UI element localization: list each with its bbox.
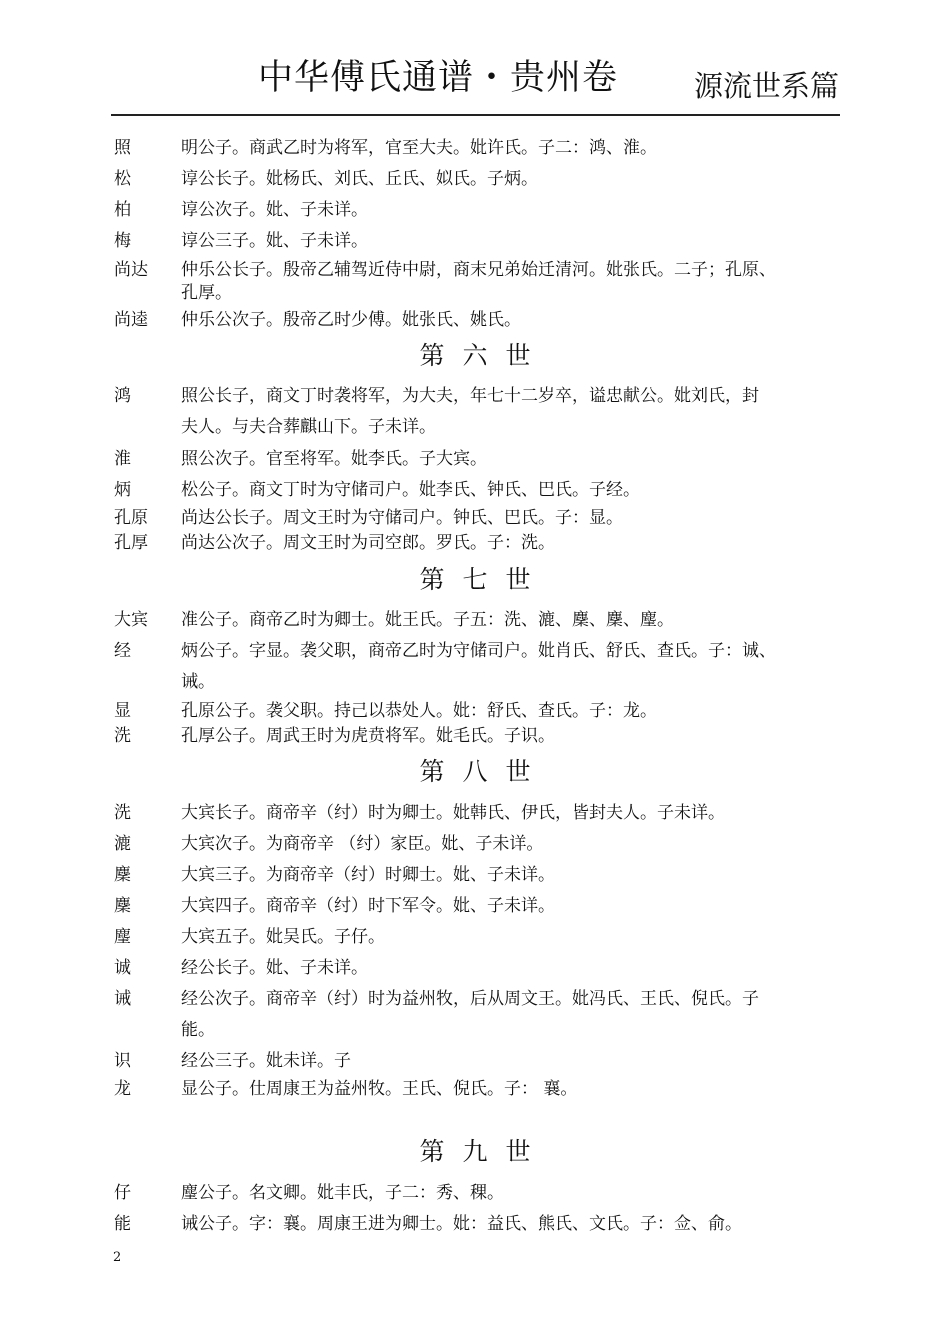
entry-text: 能。 [181, 1020, 215, 1040]
entry-text: 孔原公子。袭父职。持己以恭处人。妣：舒氏、查氏。子：龙。 [181, 701, 657, 721]
entry-text: 照公长子，商文丁时袭将军，为大夫，年七十二岁卒，谥忠献公。妣刘氏，封 [181, 386, 759, 406]
entry-name: 孔原 [114, 508, 148, 528]
entry-name: 炳 [114, 480, 131, 500]
entry-text: 谆公长子。妣杨氏、刘氏、丘氏、姒氏。子炳。 [181, 169, 538, 189]
entry-name: 照 [114, 138, 131, 158]
book-title: 中华傅氏通谱・贵州卷 [258, 58, 619, 98]
entry-name: 尚达 [114, 260, 148, 280]
entry-text: 谆公三子。妣、子未详。 [181, 231, 368, 251]
generation-heading: 第六世 [419, 341, 549, 370]
generation-heading: 第七世 [419, 565, 549, 594]
entry-text: 尚达公次子。周文王时为司空郎。罗氏。子：洗。 [181, 533, 555, 553]
entry-name: 洗 [114, 803, 131, 823]
entry-text: 诫。 [181, 672, 215, 692]
entry-text: 炳公子。字显。袭父职，商帝乙时为守储司户。妣肖氏、舒氏、查氏。子：诚、 [181, 641, 776, 661]
entry-name: 麈 [114, 927, 131, 947]
entry-text: 经公三子。妣未详。子 [181, 1051, 351, 1071]
entry-name: 洗 [114, 726, 131, 746]
entry-name: 诫 [114, 989, 131, 1009]
entry-name: 孔厚 [114, 533, 148, 553]
entry-name: 仔 [114, 1183, 131, 1203]
entry-name: 柏 [114, 200, 131, 220]
entry-name: 经 [114, 641, 131, 661]
entry-name: 显 [114, 701, 131, 721]
entry-name: 诚 [114, 958, 131, 978]
entry-text: 大宾四子。商帝辛（纣）时下军令。妣、子未详。 [181, 896, 555, 916]
entry-name: 能 [114, 1214, 131, 1234]
entry-text: 大宾五子。妣吴氏。子仔。 [181, 927, 385, 947]
entry-text: 麈公子。名文卿。妣丰氏，子二：秀、稞。 [181, 1183, 504, 1203]
entry-text: 经公次子。商帝辛（纣）时为益州牧，后从周文王。妣冯氏、王氏、倪氏。子 [181, 989, 759, 1009]
entry-name: 大宾 [114, 610, 148, 630]
entry-text: 孔厚公子。周武王时为虎贲将军。妣毛氏。子识。 [181, 726, 555, 746]
entry-name: 识 [114, 1051, 131, 1071]
entry-name: 麇 [114, 896, 131, 916]
entry-name: 梅 [114, 231, 131, 251]
chapter-title: 源流世系篇 [694, 69, 840, 103]
entry-text: 准公子。商帝乙时为卿士。妣王氏。子五：洗、漉、麇、麇、麈。 [181, 610, 674, 630]
generation-heading: 第九世 [419, 1137, 549, 1166]
entry-text: 松公子。商文丁时为守储司户。妣李氏、钟氏、巴氏。子经。 [181, 480, 640, 500]
entry-text: 尚达公长子。周文王时为守储司户。钟氏、巴氏。子：显。 [181, 508, 623, 528]
generation-heading: 第八世 [419, 757, 549, 786]
entry-text: 明公子。商武乙时为将军，官至大夫。妣许氏。子二：鸿、淮。 [181, 138, 657, 158]
entry-text: 夫人。与夫合葬麒山下。子未详。 [181, 417, 436, 437]
entry-text: 诫公子。字：襄。周康王进为卿士。妣：益氏、熊氏、文氏。子：佥、俞。 [181, 1214, 742, 1234]
header-divider [111, 114, 840, 116]
page-number: 2 [113, 1250, 122, 1265]
entry-name: 淮 [114, 449, 131, 469]
entry-text: 经公长子。妣、子未详。 [181, 958, 368, 978]
entry-text: 显公子。仕周康王为益州牧。王氏、倪氏。子： 襄。 [181, 1079, 578, 1099]
entry-text: 大宾三子。为商帝辛（纣）时卿士。妣、子未详。 [181, 865, 555, 885]
entry-name: 漉 [114, 834, 131, 854]
entry-text: 仲乐公长子。殷帝乙辅驾近侍中尉，商末兄弟始迁清河。妣张氏。二子；孔原、 [181, 260, 776, 280]
entry-name: 尚逵 [114, 310, 148, 330]
entry-name: 麇 [114, 865, 131, 885]
entry-name: 龙 [114, 1079, 131, 1099]
entry-text: 孔厚。 [181, 283, 232, 303]
entry-text: 大宾长子。商帝辛（纣）时为卿士。妣韩氏、伊氏，皆封夫人。子未详。 [181, 803, 725, 823]
entry-text: 仲乐公次子。殷帝乙时少傅。妣张氏、姚氏。 [181, 310, 521, 330]
entry-name: 鸿 [114, 386, 131, 406]
entry-text: 照公次子。官至将军。妣李氏。子大宾。 [181, 449, 487, 469]
entry-text: 谆公次子。妣、子未详。 [181, 200, 368, 220]
entry-name: 松 [114, 169, 131, 189]
entry-text: 大宾次子。为商帝辛 （纣）家臣。妣、子未详。 [181, 834, 544, 854]
